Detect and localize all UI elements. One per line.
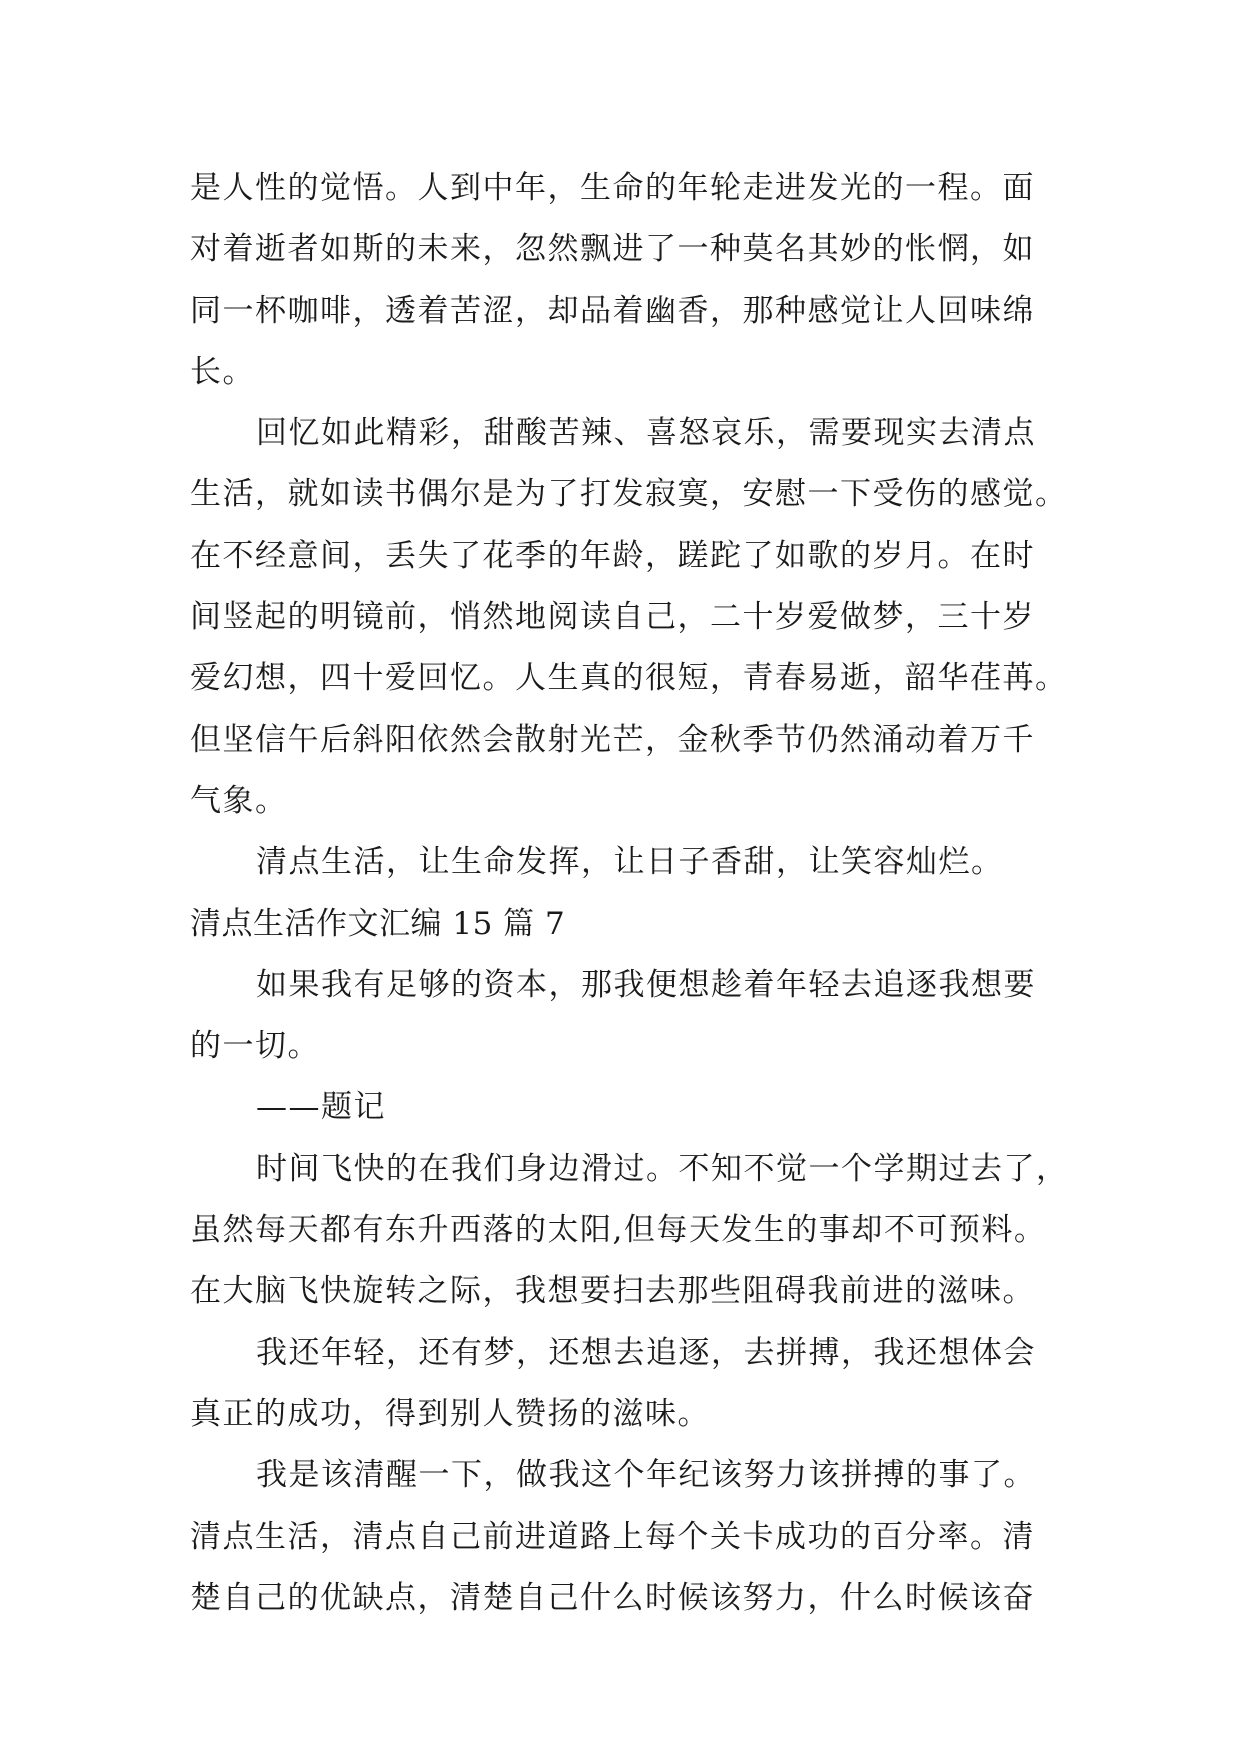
paragraph-first-line: 回忆如此精彩，甜酸苦辣、喜怒哀乐，需要现实去清点 (256, 415, 1036, 452)
text-line: 气象。 (190, 782, 288, 819)
paragraph-first-line: 如果我有足够的资本，那我便想趁着年轻去追逐我想要 (256, 966, 1036, 1003)
text-line: 长。 (190, 353, 255, 390)
text-line: 是人性的觉悟。人到中年，生命的年轮走进发光的一程。面 (190, 170, 1035, 206)
text-line: 真正的成功，得到别人赞扬的滋味。 (190, 1395, 710, 1432)
paragraph-first-line: 我是该清醒一下，做我这个年纪该努力该拼搏的事了。 (256, 1457, 1036, 1494)
paragraph-first-line: 清点生活，让生命发挥，让日子香甜，让笑容灿烂。 (256, 844, 1004, 881)
text-line: 在大脑飞快旋转之际，我想要扫去那些阻碍我前进的滋味。 (190, 1273, 1035, 1310)
text-line: 楚自己的优缺点，清楚自己什么时候该努力，什么时候该奋 (190, 1579, 1035, 1616)
text-line: 在不经意间，丢失了花季的年龄，蹉跎了如歌的岁月。在时 (190, 537, 1035, 574)
document-body (190, 158, 1070, 1629)
text-line: 的一切。 (190, 1028, 320, 1065)
text-line: 对着逝者如斯的未来，忽然飘进了一种莫名其妙的怅惘，如 (190, 231, 1035, 268)
text-line: 爱幻想，四十爱回忆。人生真的很短，青春易逝，韶华荏苒。 (190, 660, 1068, 697)
paragraph-first-line: 时间飞快的在我们身边滑过。不知不觉一个学期过去了， (256, 1150, 1069, 1187)
epigraph-attribution: ——题记 (256, 1089, 386, 1126)
section-heading: 清点生活作文汇编 15 篇 7 (190, 905, 566, 942)
text-line: 清点生活，清点自己前进道路上每个关卡成功的百分率。清 (190, 1518, 1035, 1555)
text-line: 同一杯咖啡，透着苦涩，却品着幽香，那种感觉让人回味绵 (190, 292, 1035, 329)
text-line: 间竖起的明镜前，悄然地阅读自己，二十岁爱做梦，三十岁 (190, 599, 1035, 636)
text-line: 虽然每天都有东升西落的太阳,但每天发生的事却不可预料。 (190, 1212, 1047, 1249)
paragraph-first-line: 我还年轻，还有梦，还想去追逐，去拼搏，我还想体会 (256, 1334, 1036, 1371)
text-line: 但坚信午后斜阳依然会散射光芒，金秋季节仍然涌动着万千 (190, 721, 1035, 758)
text-line: 生活，就如读书偶尔是为了打发寂寞，安慰一下受伤的感觉。 (190, 476, 1068, 513)
